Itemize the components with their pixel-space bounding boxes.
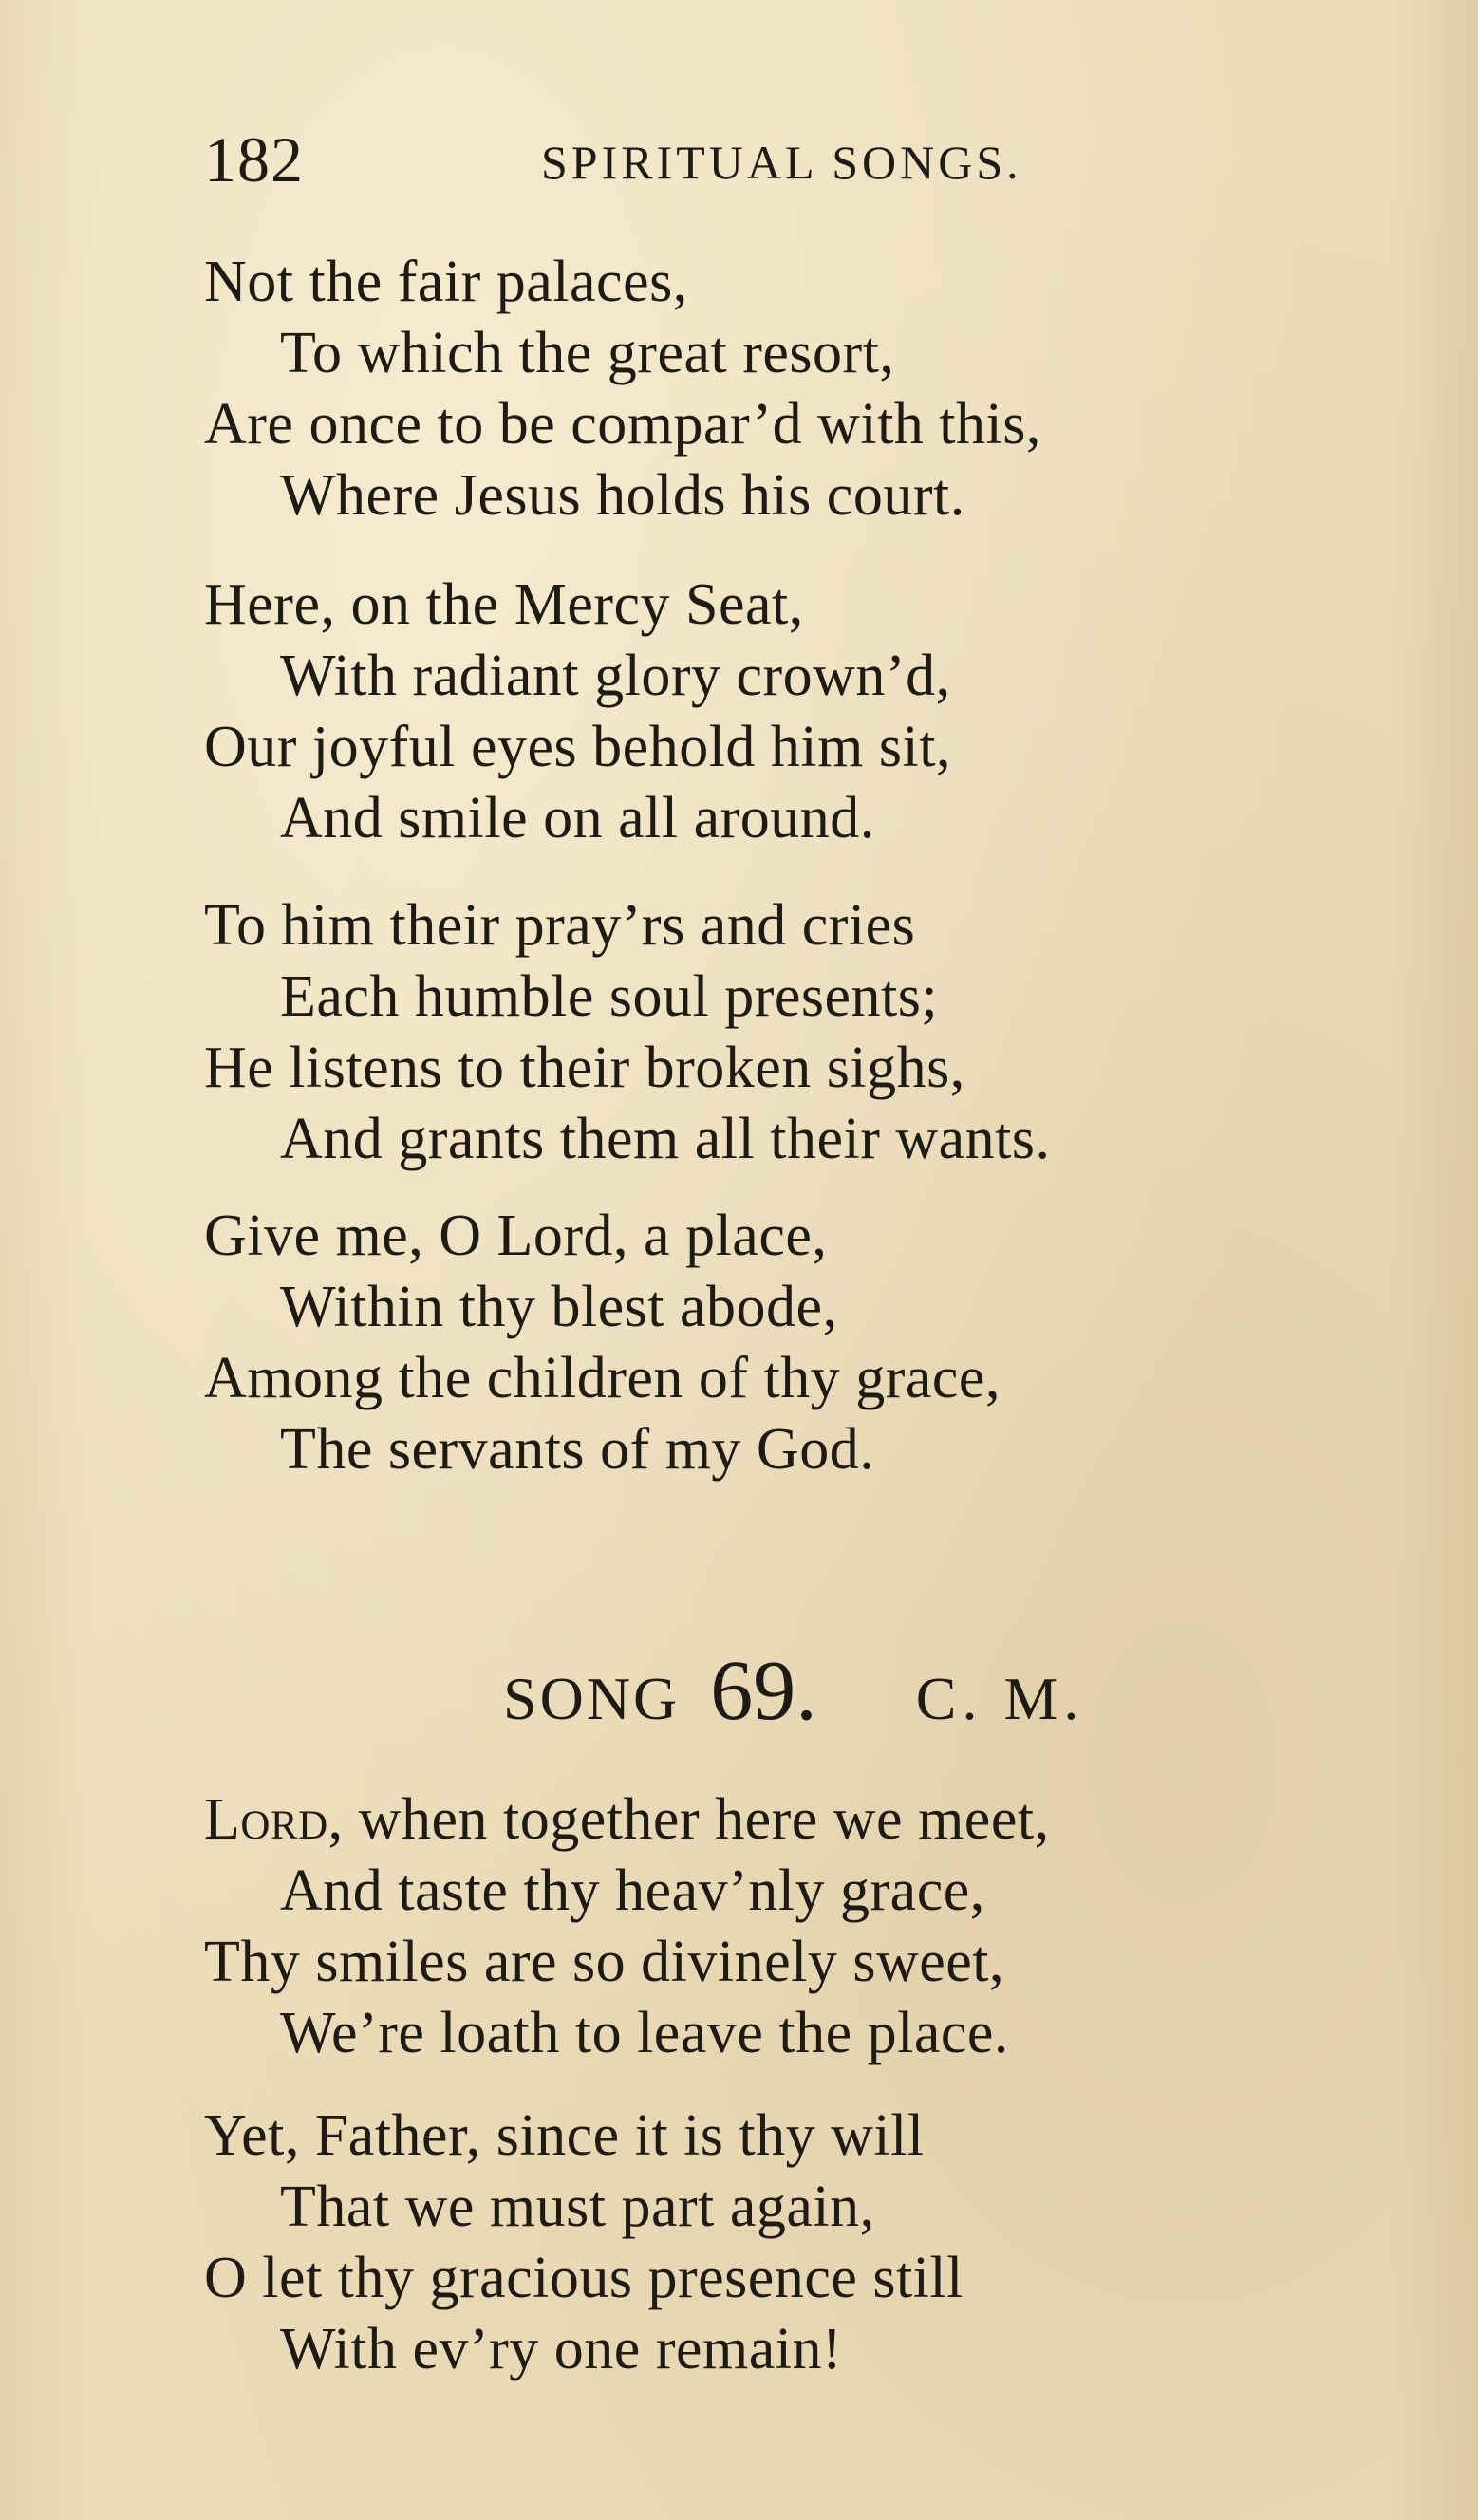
song-heading <box>503 1642 1084 1737</box>
verse-line <box>204 1784 1343 1856</box>
stanza-1 <box>204 247 1343 532</box>
verse-line: Thy smiles are so divinely sweet, <box>204 1930 1004 1994</box>
verse-line: Our joyful eyes behold him sit, <box>204 715 951 779</box>
verse-line: Not the fair palaces, <box>204 250 688 314</box>
verse-line-rest: when together here we meet, <box>343 1787 1050 1852</box>
verse-line: Within thy blest abode, <box>280 1275 838 1339</box>
verse-line: To which the great resort, <box>280 321 895 385</box>
first-word: Lord, <box>204 1787 344 1852</box>
verse-line: With ev’ry one remain! <box>280 2317 843 2381</box>
verse-line: To him their pray’rs and cries <box>204 893 916 958</box>
stanza-2 <box>204 569 1343 854</box>
verse-line: He listens to their broken sighs, <box>204 1036 965 1100</box>
verse-line: And grants them all their wants. <box>280 1107 1051 1171</box>
running-title: SPIRITUAL SONGS. <box>541 136 1022 189</box>
stanza-3 <box>204 890 1343 1175</box>
song-number: 69. <box>710 1644 817 1738</box>
verse-line: With radiant glory crown’d, <box>280 644 951 708</box>
verse-line: Among the children of thy grace, <box>204 1346 1001 1410</box>
page-header <box>204 121 1248 197</box>
verse-line: And smile on all around. <box>280 786 875 850</box>
verse-line: That we must part again, <box>280 2175 875 2239</box>
song-stanza-1 <box>204 1784 1343 2069</box>
verse-line: Where Jesus holds his court. <box>280 463 965 528</box>
song-meter: C. M. <box>915 1665 1085 1732</box>
verse-line: We’re loath to leave the place. <box>280 2001 1009 2065</box>
verse-line: The servants of my God. <box>280 1417 875 1482</box>
song-label: SONG <box>503 1665 681 1732</box>
verse-line: Give me, O Lord, a place, <box>204 1204 828 1268</box>
verse-line: Yet, Father, since it is thy will <box>204 2103 925 2168</box>
song-stanza-2 <box>204 2100 1343 2385</box>
verse-line: Each humble soul presents; <box>280 964 939 1029</box>
verse-line: O let thy gracious presence still <box>204 2246 964 2310</box>
verse-line: Are once to be compar’d with this, <box>204 392 1041 457</box>
verse-line: And taste thy heav’nly grace, <box>280 1858 985 1923</box>
stanza-4 <box>204 1201 1343 1485</box>
page-number: 182 <box>204 123 304 196</box>
verse-line: Here, on the Mercy Seat, <box>204 572 804 637</box>
